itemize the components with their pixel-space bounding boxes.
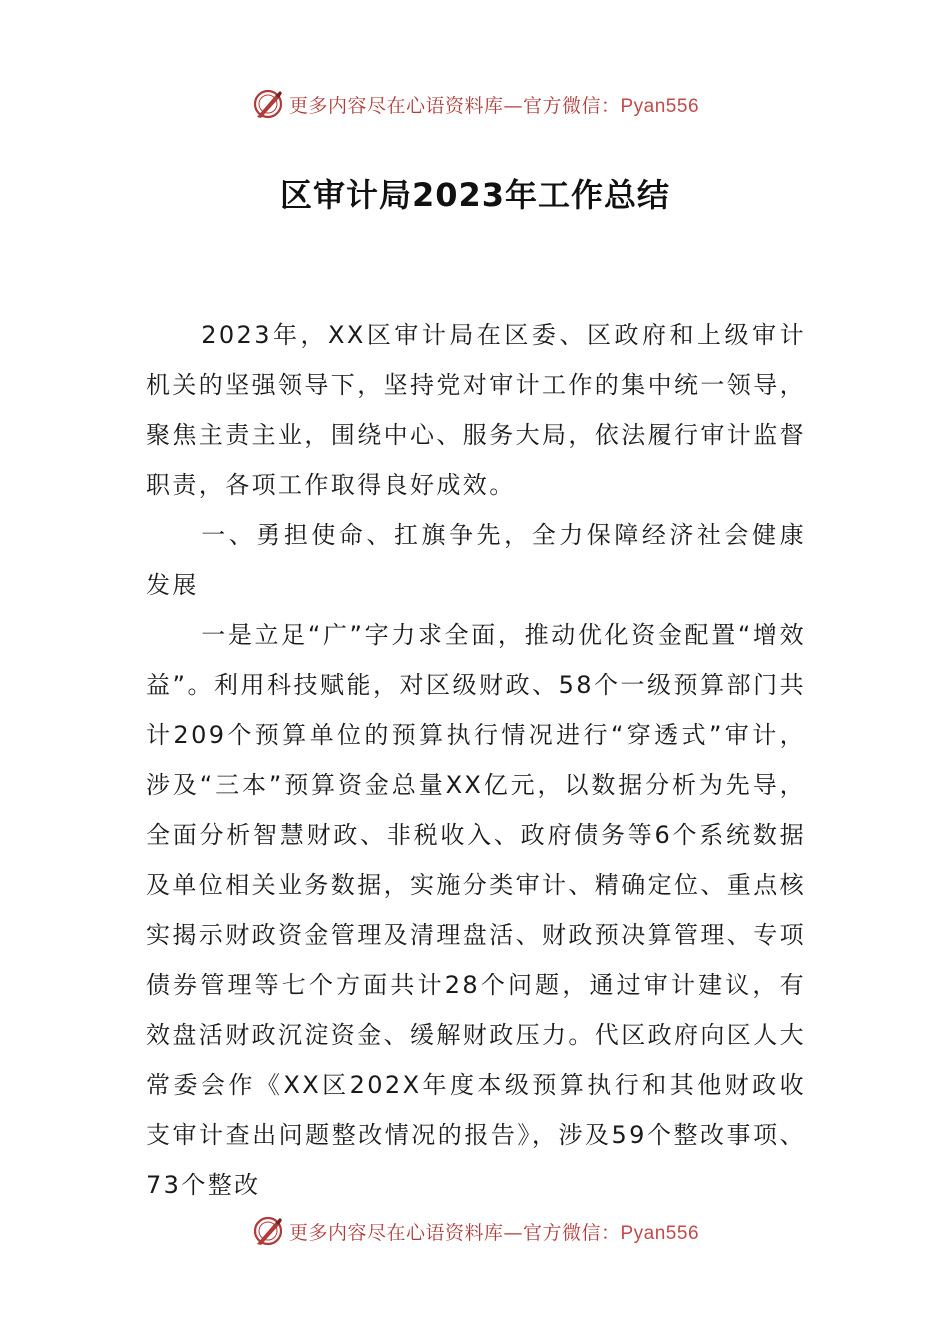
watermark-header [0,84,950,124]
watermark-wechat-id: Pyan556 [620,95,700,117]
pen-seal-icon [251,1214,285,1248]
watermark-label: 更多内容尽在心语资料库—官方微信： [288,94,621,117]
section-heading-1: 一、勇担使命、扛旗争先，全力保障经济社会健康发展 [146,521,806,599]
pen-seal-icon [251,87,285,121]
watermark-wechat-id: Pyan556 [620,1222,700,1244]
document-title: 区审计局2023年工作总结 [279,176,671,214]
paragraph-intro: 2023年，XX区审计局在区委、区政府和上级审计机关的坚强领导下，坚持党对审计工作的集中统一领导，聚焦主责主业，围绕中心、服务大局，依法履行审计监督职责，各项工作取得良好成效。 [146,321,806,499]
document-body [146,310,806,1210]
watermark-footer [0,1211,950,1251]
watermark-label: 更多内容尽在心语资料库—官方微信： [288,1221,621,1244]
watermark-text [289,91,699,118]
watermark-text [289,1218,699,1245]
paragraph-item-1: 一是立足“广”字力求全面，推动优化资金配置“增效益”。利用科技赋能，对区级财政、58个一级预算部门共计209个预算单位的预算执行情况进行“穿透式”审计，涉及“三本”预算资金总量XX亿元，以数据分析为先导，全面分析智慧财政、非税收入、政府债务等6个系统数据及单位相关业务数据，实施分类审计、精确定位、重点核实揭示财政资金管理及清理盘活、财政预决算管理、专项债券管理等七个方面共计28个问题，通过审计建议，有效盘活财政沉淀资金、缓解财政压力。代区政府向区人大常委会作《XX区202X年度本级预算执行和其他财政收支审计查出问题整改情况的报告》，涉及59个整改事项、73个整改 [146,621,806,1199]
